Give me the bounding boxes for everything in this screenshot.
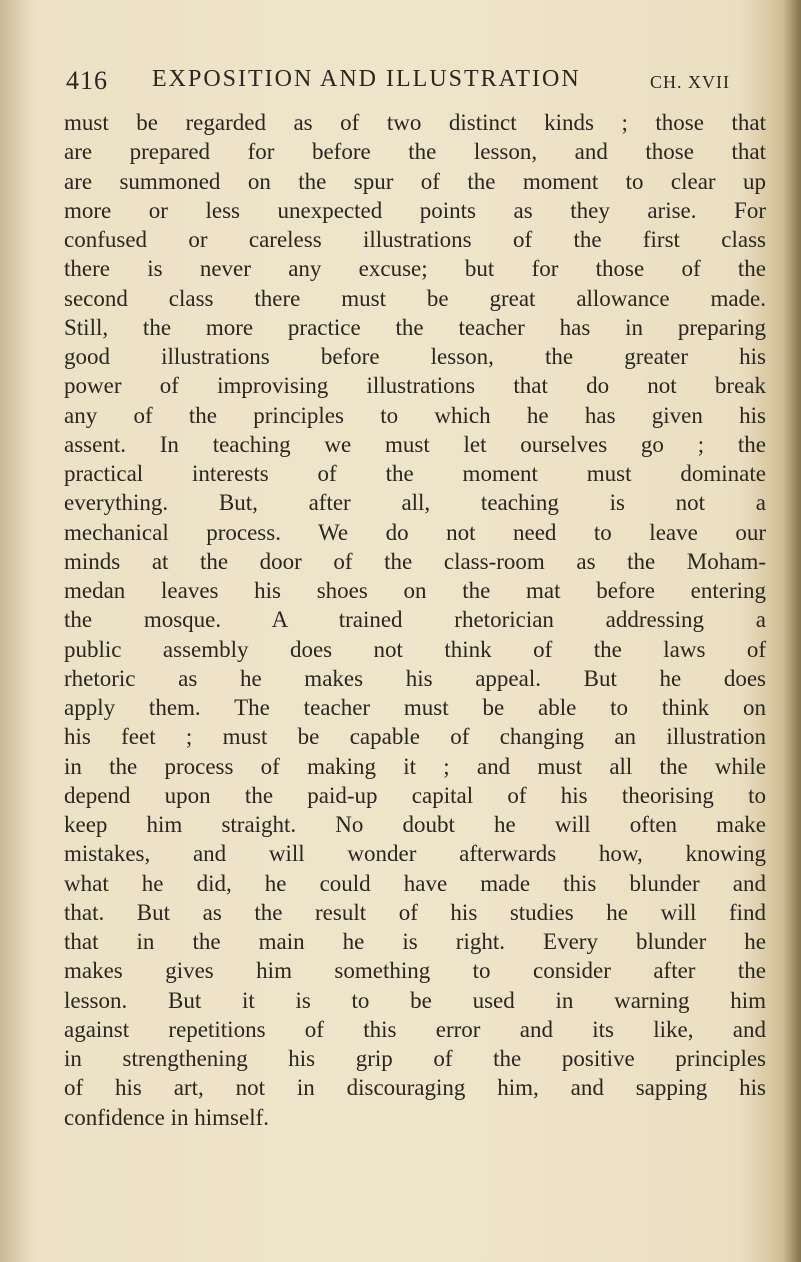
text-line: minds at the door of the class-room as the Moham- [64, 548, 766, 574]
text-line: confused or careless illustrations of the first class [64, 227, 766, 252]
text-line: the mosque. A trained rhetorician addressing a [64, 607, 766, 633]
page-edge [783, 0, 801, 1262]
chapter-label: CH. XVII [650, 72, 730, 92]
body-text [64, 108, 766, 1132]
text-line: his feet ; must be capable of changing an illustration [64, 724, 766, 750]
page-number: 416 [66, 66, 108, 95]
text-line: mistakes, and will wonder afterwards how, knowing [64, 841, 766, 867]
text-line: there is never any excuse; but for those of the [64, 256, 766, 282]
text-line: depend upon the paid-up capital of his theorising to [64, 782, 766, 808]
text-line: assent. In teaching we must let ourselves go ; the [64, 431, 766, 457]
text-line: mechanical process. We do not need to leave our [64, 519, 766, 545]
text-line: good illustrations before lesson, the greater his [64, 344, 766, 369]
text-line: are prepared for before the lesson, and those that [64, 139, 766, 165]
text-line: medan leaves his shoes on the mat before entering [64, 578, 766, 603]
text-line: second class there must be great allowance made. [64, 285, 766, 311]
running-head: EXPOSITION AND ILLUSTRATION [152, 66, 581, 92]
text-line: against repetitions of this error and its like, and [64, 1016, 766, 1042]
text-line: rhetoric as he makes his appeal. But he does [64, 665, 766, 691]
text-line: in the process of making it ; and must all the while [64, 753, 766, 779]
text-line: apply them. The teacher must be able to think on [64, 695, 766, 720]
text-line: everything. But, after all, teaching is not a [64, 490, 766, 516]
text-line: practical interests of the moment must dominate [64, 461, 766, 486]
text-line: are summoned on the spur of the moment to clear up [64, 168, 766, 194]
text-line: what he did, he could have made this blunder and [64, 870, 766, 896]
text-line: keep him straight. No doubt he will often make [64, 812, 766, 837]
text-line: Still, the more practice the teacher has in preparing [64, 314, 766, 340]
page-header [66, 66, 766, 102]
text-line: of his art, not in discouraging him, and sapping his [64, 1075, 766, 1101]
text-line: confidence in himself. [64, 1104, 270, 1130]
text-line: makes gives him something to consider after the [64, 958, 766, 984]
text-line: any of the principles to which he has given his [64, 402, 766, 428]
text-line: must be regarded as of two distinct kinds ; those that [64, 110, 766, 135]
text-line: lesson. But it is to be used in warning him [64, 987, 766, 1013]
text-line: power of improvising illustrations that do not break [64, 373, 766, 399]
text-line: in strengthening his grip of the positive principles [64, 1046, 766, 1071]
text-line: that in the main he is right. Every blunder he [64, 929, 766, 954]
text-line: public assembly does not think of the laws of [64, 636, 766, 662]
text-line: that. But as the result of his studies he will find [64, 899, 766, 925]
text-line: more or less unexpected points as they arise. For [64, 197, 766, 223]
binding-shadow [0, 0, 30, 1262]
